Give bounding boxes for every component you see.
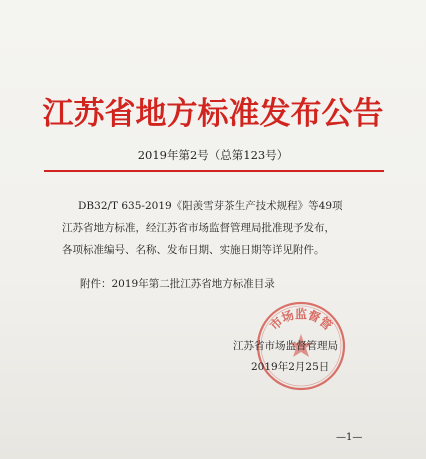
body-line-3: 各项标准编号、名称、发布日期、实施日期等详见附件。 xyxy=(62,244,325,256)
red-divider-line xyxy=(44,170,384,172)
document-title: 江苏省地方标准发布公告 xyxy=(42,96,384,132)
issuer-name: 江苏省市场监督管理局 xyxy=(233,340,338,352)
seal-text: 市场监督管 xyxy=(267,307,335,333)
body-line-2: 江苏省地方标准，经江苏省市场监督管理局批准现予发布， xyxy=(62,222,335,234)
body-line-1: DB32/T 635-2019《阳羡雪芽茶生产技术规程》等49项 xyxy=(78,200,343,212)
issue-date: 2019年2月25日 xyxy=(251,361,330,373)
attachment-line: 附件：2019年第二批江苏省地方标准目录 xyxy=(80,278,275,290)
page-number: —1— xyxy=(336,432,363,443)
document-number: 2019年第2号（总第123号） xyxy=(137,148,289,162)
